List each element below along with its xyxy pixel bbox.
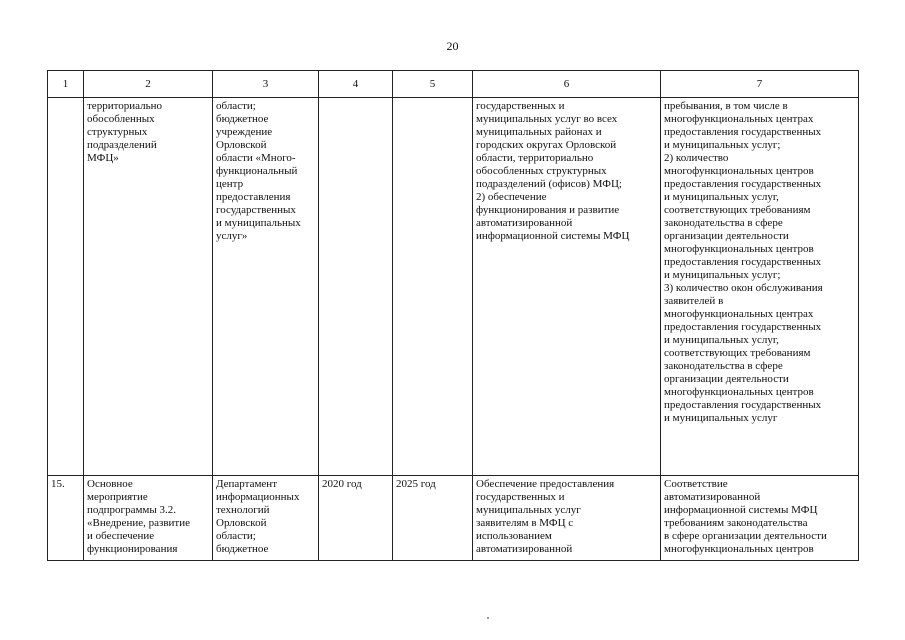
cell-executor: Департамент информационных технологий Орловской области; бюджетное <box>213 476 319 561</box>
header-row <box>48 71 859 98</box>
column-header-5: 5 <box>393 71 473 98</box>
cell-number <box>48 98 84 476</box>
scan-speck <box>487 617 489 619</box>
cell-start-year: 2020 год <box>319 476 393 561</box>
table-row <box>48 476 859 561</box>
cell-expected-result: государственных и муниципальных услуг во всех муниципальных районах и городских округах Орловской области, территориально обособленных структурных подразделений (офисов) МФЦ; 2) обеспечение функционирования и развитие автоматизированной информационной системы МФЦ <box>473 98 661 476</box>
column-header-6: 6 <box>473 71 661 98</box>
column-header-1: 1 <box>48 71 84 98</box>
cell-activity: Основное мероприятие подпрограммы 3.2. «Внедрение, развитие и обеспечение функционирования <box>84 476 213 561</box>
cell-start-year <box>319 98 393 476</box>
cell-expected-result: Обеспечение предоставления государственных и муниципальных услуг заявителям в МФЦ с использованием автоматизированной <box>473 476 661 561</box>
cell-indicators: Соответствие автоматизированной информационной системы МФЦ требованиям законодательства в сфере организации деятельности многофункциональных центров <box>661 476 859 561</box>
cell-executor: области; бюджетное учреждение Орловской области «Много- функциональный центр предоставления государственных и муниципальных услуг» <box>213 98 319 476</box>
column-header-2: 2 <box>84 71 213 98</box>
cell-activity: территориально обособленных структурных подразделений МФЦ» <box>84 98 213 476</box>
document-table <box>47 70 859 561</box>
cell-end-year <box>393 98 473 476</box>
column-header-4: 4 <box>319 71 393 98</box>
column-header-3: 3 <box>213 71 319 98</box>
column-header-7: 7 <box>661 71 859 98</box>
cell-end-year: 2025 год <box>393 476 473 561</box>
cell-indicators: пребывания, в том числе в многофункциональных центрах предоставления государственных и муниципальных услуг; 2) количество многофункциональных центров предоставления государственных и муниципальных услуг, соответствующих требованиям законодательства в сфере организации деятельности многофункциональных центров предоставления государственных и муниципальных услуг; 3) количество окон обслуживания заявителей в многофункциональных центрах предоставления государственных и муниципальных услуг, соответствующих требованиям законодательства в сфере организации деятельности многофункциональных центров предоставления государственных и муниципальных услуг <box>661 98 859 476</box>
page-number: 20 <box>446 39 459 53</box>
cell-number: 15. <box>48 476 84 561</box>
table-row <box>48 98 859 476</box>
